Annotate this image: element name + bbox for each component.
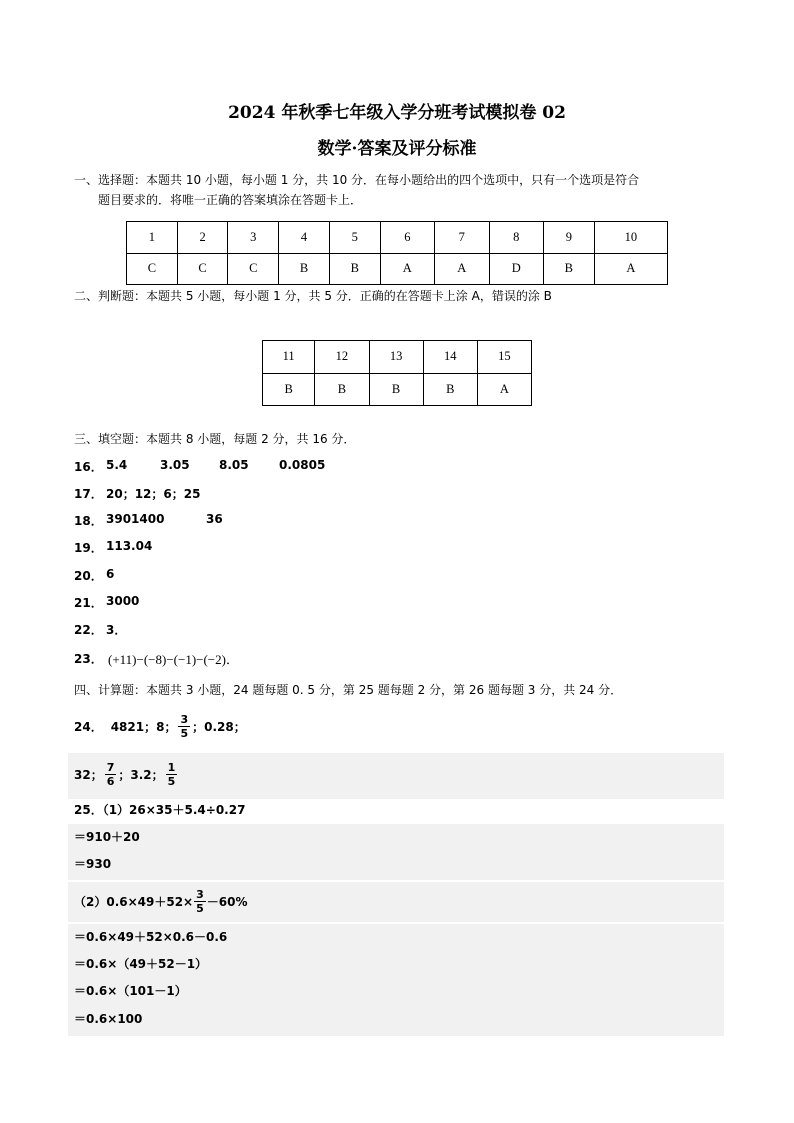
section-2-line-1: 二、判断题：本题共 5 小题，每小题 1 分，共 5 分．正确的在答题卡上涂 A，错误的涂 B: [74, 289, 552, 303]
qnum-cell: 4: [279, 222, 330, 254]
expression-end: ．: [225, 652, 239, 667]
fraction: [105, 761, 117, 788]
answer-22: [74, 621, 127, 638]
qnum-cell: 9: [543, 222, 594, 254]
section-1-line-1: 一、选择题：本题共 10 小题，每小题 1 分，共 10 分．在每小题给出的四个选项中，只有一个选项是符合: [74, 173, 640, 187]
answer-cell: B: [279, 253, 330, 285]
answer-18: [74, 512, 223, 529]
qnum-cell: 10: [594, 222, 667, 254]
fraction-numerator: 7: [106, 760, 115, 774]
choice-answer-table: [126, 221, 668, 285]
qnum-cell: 11: [263, 341, 315, 374]
answer-cell: B: [369, 373, 423, 406]
question-number: 20．: [74, 569, 103, 583]
question-number: 23．: [74, 652, 103, 666]
fraction-denominator: 5: [196, 901, 204, 915]
calc-step: ＝910＋20: [74, 830, 140, 844]
shaded-block: [68, 824, 724, 880]
calc-step: ＝0.6×（101－1）: [74, 984, 187, 998]
qnum-cell: 7: [435, 222, 489, 254]
section-3-instructions: [74, 429, 730, 449]
answer-value: ；3.2；: [118, 767, 164, 782]
answer-value: 4821；8；: [110, 719, 177, 734]
answer-value: 6: [106, 567, 115, 581]
answer-17: [74, 485, 201, 502]
answer-cell: B: [423, 373, 477, 406]
section-1-instructions: [74, 170, 730, 210]
fraction-denominator: 6: [106, 774, 115, 788]
section-4-instructions: [74, 680, 730, 700]
question-number-row: [127, 222, 668, 254]
qnum-cell: 6: [380, 222, 434, 254]
answer-value: 5.4: [106, 458, 128, 472]
fraction-denominator: 5: [180, 726, 189, 740]
answer-20: [74, 567, 115, 584]
question-number: 22．: [74, 623, 103, 637]
answer-row: [263, 373, 532, 406]
question-number-row: [263, 341, 532, 374]
question-number: 16．: [74, 460, 103, 474]
fraction: [166, 761, 178, 788]
exam-title: 2024 年秋季七年级入学分班考试模拟卷 02: [228, 103, 566, 123]
answer-value: 0.0805: [279, 458, 326, 472]
fraction: [194, 888, 206, 915]
qnum-cell: 15: [477, 341, 531, 374]
answer-cell: B: [315, 373, 369, 406]
expression-text: (+11)−(−8)−(−1)−(−2): [108, 652, 226, 667]
answer-value: 113.04: [106, 539, 153, 553]
answer-value: ；0.28；: [192, 719, 246, 734]
section-2-instructions: [74, 286, 730, 306]
answer-cell: D: [489, 253, 543, 285]
answer-21: [74, 594, 140, 611]
qnum-cell: 12: [315, 341, 369, 374]
answer-value: 32；: [74, 767, 103, 782]
expression-text: －60%: [206, 894, 248, 909]
answer-row: [127, 253, 668, 285]
answer-cell: B: [263, 373, 315, 406]
answer-expression: [108, 649, 239, 668]
answer-value: 3000: [106, 594, 140, 608]
answer-cell: A: [380, 253, 434, 285]
answer-value: 3901400: [106, 512, 165, 526]
question-number: 18．: [74, 514, 103, 528]
answer-cell: C: [177, 253, 228, 285]
fraction-numerator: 3: [196, 887, 204, 901]
answer-25-part-1: 25．（1）26×35＋5.4÷0.27: [74, 803, 246, 817]
qnum-cell: 13: [369, 341, 423, 374]
expression-text: （2）0.6×49＋52×: [74, 894, 194, 909]
answer-value: 36: [206, 512, 223, 526]
answer-24-continued: [74, 757, 179, 791]
qnum-cell: 2: [177, 222, 228, 254]
qnum-cell: 8: [489, 222, 543, 254]
question-number: 24．: [74, 719, 103, 734]
fraction-numerator: 1: [167, 760, 176, 774]
answer-25-part-2: [74, 884, 248, 918]
answer-cell: C: [127, 253, 178, 285]
answer-19: [74, 539, 153, 556]
question-number: 17．: [74, 487, 103, 501]
judgment-answer-table: [262, 340, 532, 406]
question-number: 21．: [74, 596, 103, 610]
answer-cell: B: [543, 253, 594, 285]
calc-step: ＝0.6×49＋52×0.6－0.6: [74, 930, 228, 944]
answer-value: 20；12；6；25: [106, 487, 201, 501]
answer-value: 8.05: [219, 458, 249, 472]
section-1-line-2: 题目要求的．将唯一正确的答案填涂在答题卡上．: [98, 193, 363, 207]
answer-value: 3．: [106, 623, 127, 637]
exam-subtitle: 数学·答案及评分标准: [317, 139, 477, 159]
answer-24: [74, 710, 246, 742]
calc-step: ＝0.6×（49＋52－1）: [74, 957, 208, 971]
fraction-denominator: 5: [167, 774, 176, 788]
answer-cell: C: [228, 253, 279, 285]
answer-cell: A: [435, 253, 489, 285]
calc-step: ＝930: [74, 857, 112, 871]
section-3-line-1: 三、填空题：本题共 8 小题，每题 2 分，共 16 分．: [74, 432, 356, 446]
calc-step: ＝0.6×100: [74, 1012, 143, 1026]
question-number: 19．: [74, 541, 103, 555]
fraction: [178, 713, 190, 740]
section-4-line-1: 四、计算题：本题共 3 小题，24 题每题 0. 5 分，第 25 题每题 2 分，第 26 题每题 3 分，共 24 分．: [74, 683, 623, 697]
answer-value: 3.05: [160, 458, 190, 472]
answer-16: [74, 458, 326, 475]
qnum-cell: 1: [127, 222, 178, 254]
qnum-cell: 14: [423, 341, 477, 374]
qnum-cell: 5: [329, 222, 380, 254]
answer-cell: A: [594, 253, 667, 285]
qnum-cell: 3: [228, 222, 279, 254]
fraction-numerator: 3: [180, 712, 189, 726]
answer-cell: A: [477, 373, 531, 406]
answer-cell: B: [329, 253, 380, 285]
answer-23: [74, 650, 239, 667]
